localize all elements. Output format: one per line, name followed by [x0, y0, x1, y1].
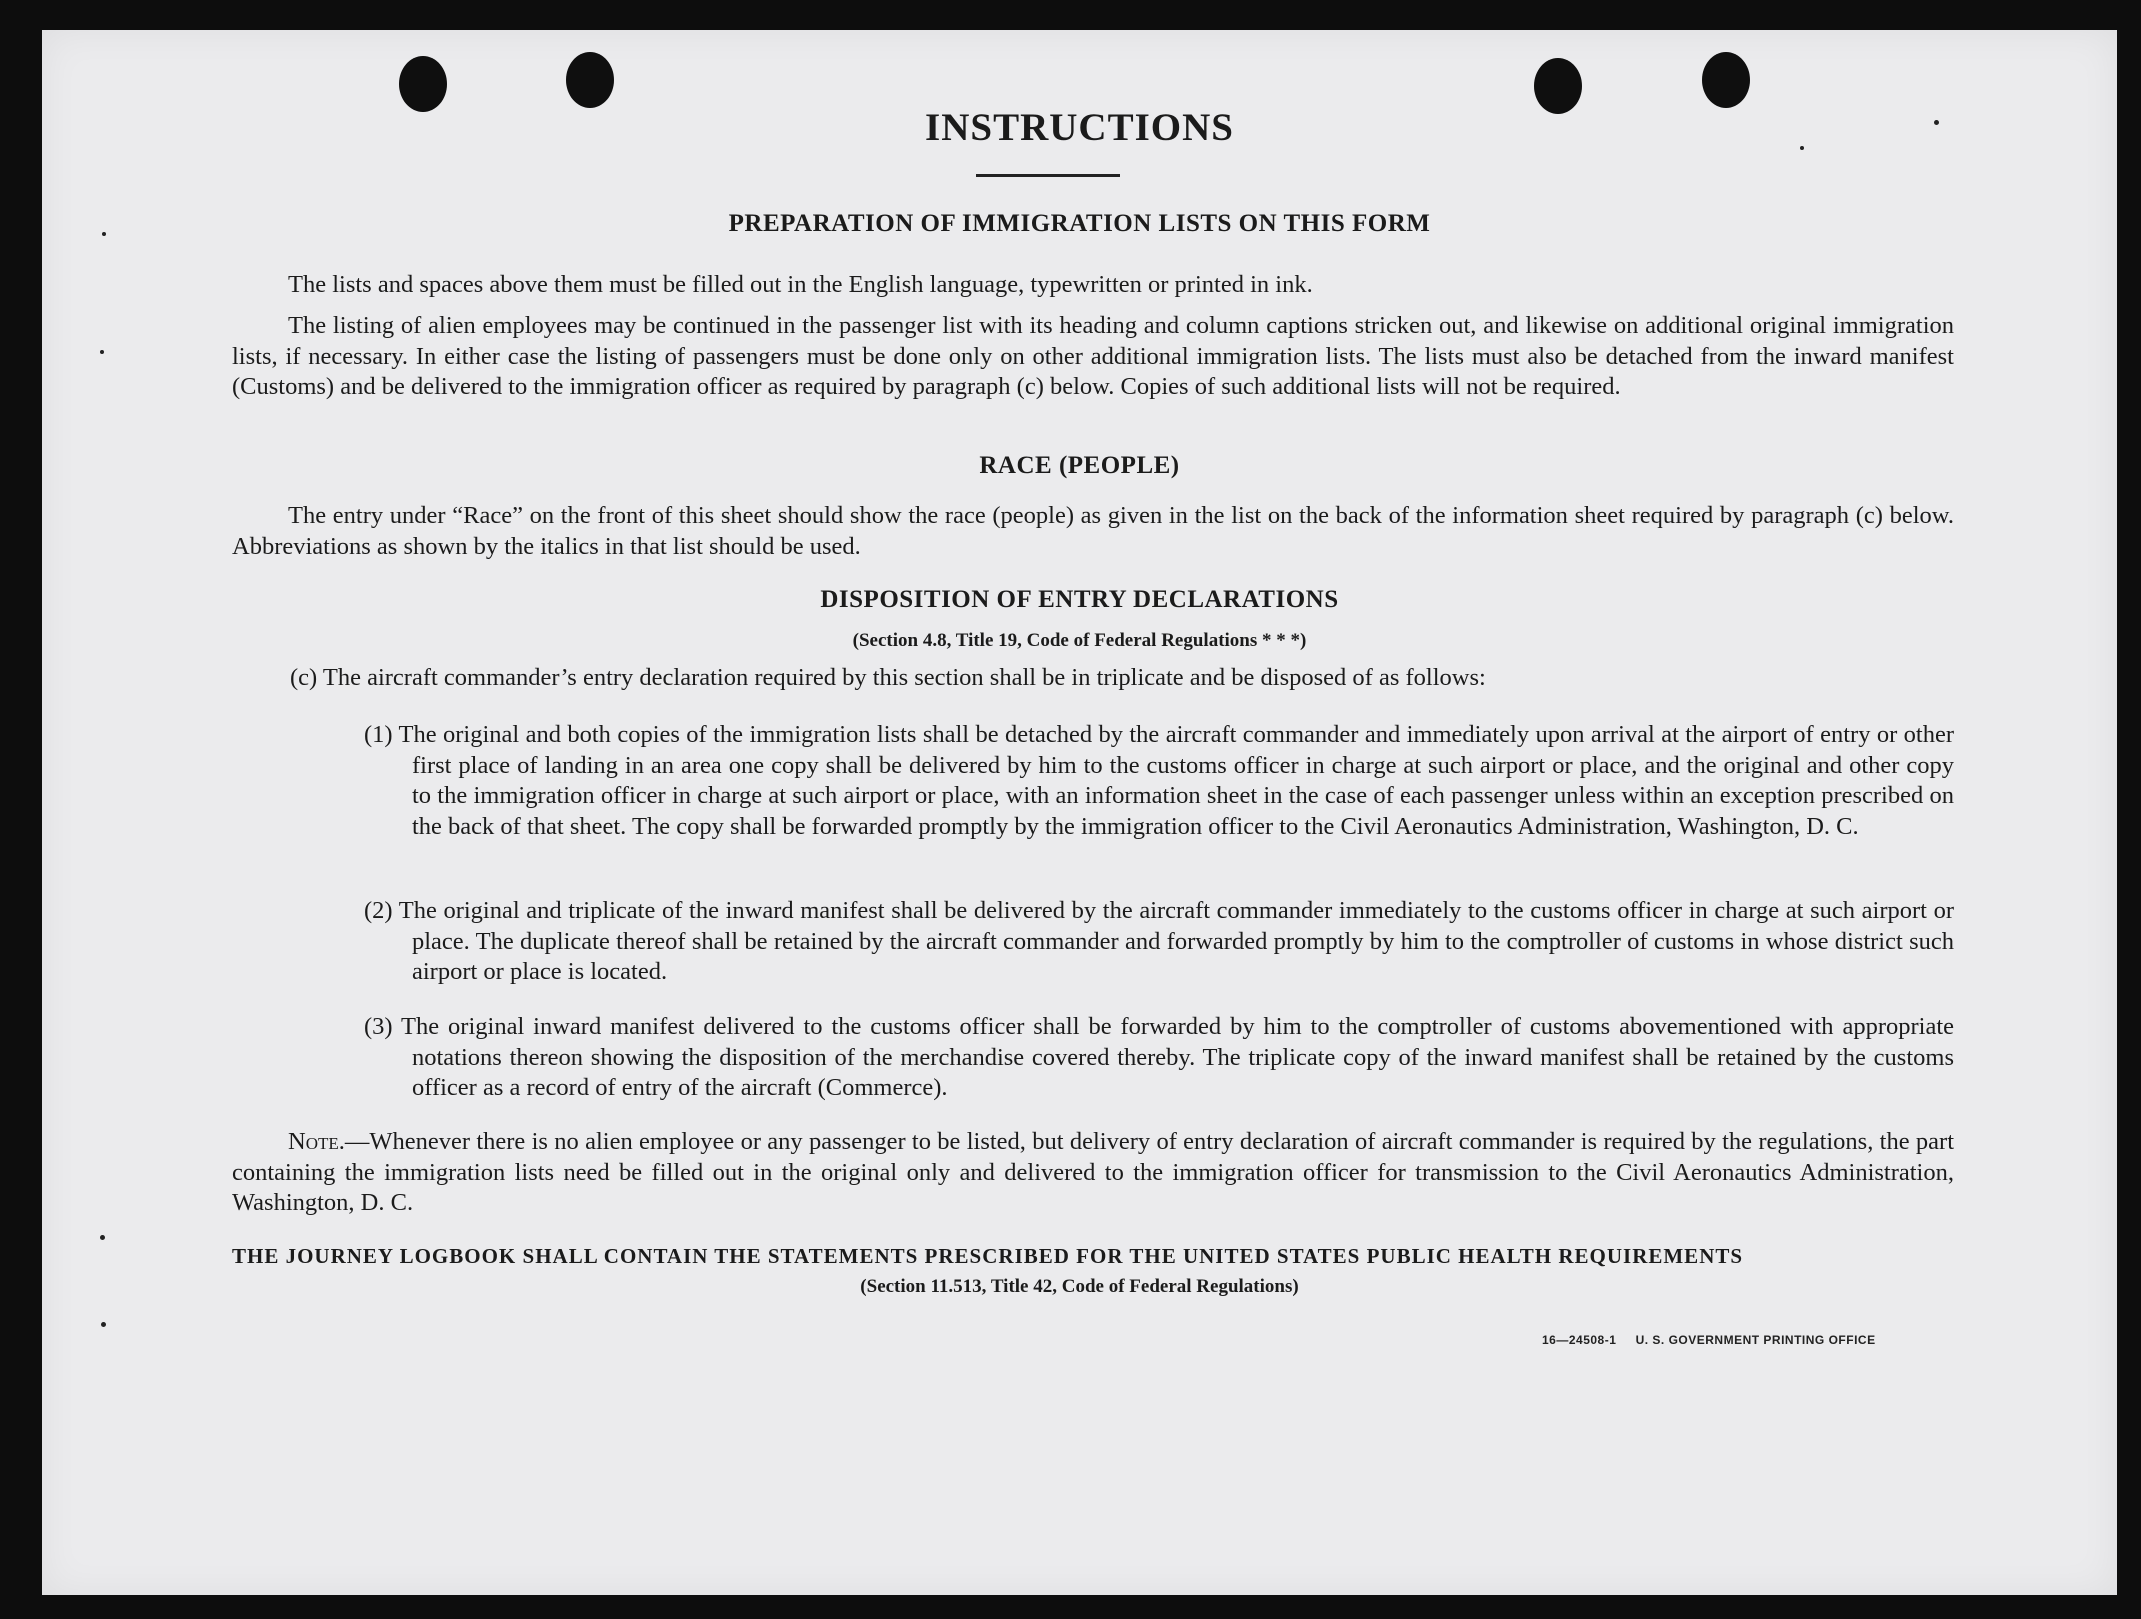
logbook-citation: (Section 11.513, Title 42, Code of Federal Regulations) [860, 1276, 1299, 1297]
paragraph-race: The entry under “Race” on the front of this sheet should show the race (people) as given in the list on the back of the information sheet required by paragraph (c) below. Abbreviations as shown by the italics in that list should be used. [232, 502, 1954, 560]
printer-name: U. S. GOVERNMENT PRINTING OFFICE [1635, 1333, 1876, 1347]
section-heading-race: RACE (PEOPLE) [979, 452, 1180, 479]
logbook-statement: THE JOURNEY LOGBOOK SHALL CONTAIN THE STATEMENTS PRESCRIBED FOR THE UNITED STATES PUBLIC HEALTH REQUIREMENTS [232, 1244, 1744, 1268]
section-heading-preparation: PREPARATION OF IMMIGRATION LISTS ON THIS FORM [728, 210, 1431, 237]
page-title: INSTRUCTIONS [925, 106, 1234, 149]
note-paragraph [232, 1127, 1954, 1219]
punch-hole [1702, 52, 1750, 108]
form-code: 16—24508-1 [1542, 1333, 1617, 1347]
paragraph-disposition-intro: (c) The aircraft commander’s entry declaration required by this section shall be in triplicate and be disposed of as follows: [290, 664, 1486, 691]
paragraph-alien-employees: The listing of alien employees may be continued in the passenger list with its heading and column captions stricken out, and likewise on additional original immigration lists, if necessary. In either case the listing of passengers must be done only on other additional immigration lists. The lists must also be detached from the inward manifest (Customs) and be delivered to the immigration officer as required by paragraph (c) below. Copies of such additional lists will not be required. [232, 312, 1954, 400]
punch-hole [399, 56, 447, 112]
list-item: (3) The original inward manifest delivered to the customs officer shall be forwarded by him to the comptroller of customs abovementioned with appropriate notations thereon showing the disposition of the merchandise covered thereby. The triplicate copy of the inward manifest shall be retained by the customs officer as a record of entry of the aircraft (Commerce). [364, 1013, 1954, 1101]
list-item: (2) The original and triplicate of the inward manifest shall be delivered by the aircraft commander immediately to the customs officer in charge at such airport or place. The duplicate thereof shall be retained by the aircraft commander and forwarded promptly by him to the comptroller of customs in whose district such airport or place is located. [364, 897, 1954, 985]
print-code [1542, 1333, 1876, 1347]
dust-speck [100, 350, 104, 354]
title-underline [976, 174, 1120, 177]
punch-hole [566, 52, 614, 108]
section-citation: (Section 4.8, Title 19, Code of Federal Regulations * * *) [852, 630, 1307, 651]
note-text: —Whenever there is no alien employee or any passenger to be listed, but delivery of entry declaration of aircraft commander is required by the regulations, the part containing the immigration lists need be filled out in the original only and delivered to the immigration officer for transmission to the Civil Aeronautics Administration, Washington, D. C. [232, 1128, 1954, 1216]
paragraph-language: The lists and spaces above them must be filled out in the English language, typewritten or printed in ink. [288, 271, 1313, 298]
section-heading-disposition: DISPOSITION OF ENTRY DECLARATIONS [820, 586, 1339, 613]
document-page [42, 30, 2117, 1595]
dust-speck [100, 1235, 105, 1240]
dust-speck [101, 1322, 106, 1327]
note-label: Note. [288, 1128, 345, 1155]
list-item: (1) The original and both copies of the immigration lists shall be detached by the aircraft commander and immediately upon arrival at the airport of entry or other first place of landing in an area one copy shall be delivered by him to the customs officer in charge at such airport or place, and the original and other copy to the immigration officer in charge at such airport or place, with an information sheet in the case of each passenger unless within an exception prescribed on the back of that sheet. The copy shall be forwarded promptly by the immigration officer to the Civil Aeronautics Administration, Washington, D. C. [364, 721, 1954, 840]
